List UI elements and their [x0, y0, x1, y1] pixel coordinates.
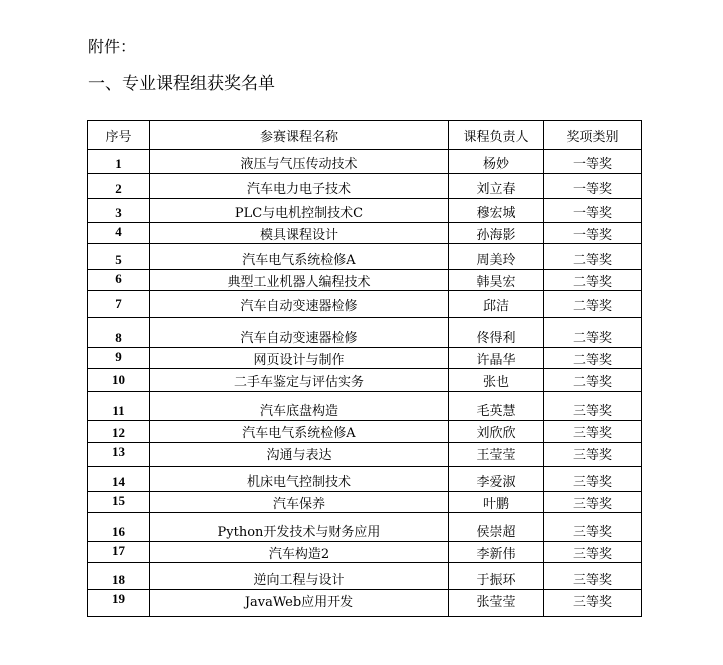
row-index: 8	[88, 318, 150, 348]
row-award-category: 三等奖	[544, 392, 642, 421]
row-index: 11	[88, 392, 150, 421]
row-course-name: 逆向工程与设计	[150, 563, 449, 590]
table-row	[88, 563, 642, 590]
table-row	[88, 270, 642, 291]
row-course-name: JavaWeb应用开发	[150, 590, 449, 617]
row-index: 13	[88, 443, 150, 467]
row-award-category: 一等奖	[544, 223, 642, 244]
header-course-name: 参赛课程名称	[150, 121, 449, 150]
table-row	[88, 244, 642, 270]
row-award-category: 三等奖	[544, 443, 642, 467]
table-row	[88, 492, 642, 513]
table-row	[88, 369, 642, 392]
row-course-lead: 许晶华	[449, 348, 544, 369]
row-award-category: 二等奖	[544, 318, 642, 348]
row-index: 2	[88, 174, 150, 199]
row-course-lead: 佟得利	[449, 318, 544, 348]
row-course-name: 汽车电力电子技术	[150, 174, 449, 199]
row-index: 9	[88, 348, 150, 369]
row-course-lead: 韩昊宏	[449, 270, 544, 291]
award-table	[87, 120, 642, 617]
row-course-name: 汽车自动变速器检修	[150, 318, 449, 348]
row-course-lead: 刘欣欣	[449, 421, 544, 443]
row-award-category: 三等奖	[544, 542, 642, 563]
row-course-name: 汽车构造2	[150, 542, 449, 563]
row-index: 7	[88, 291, 150, 318]
row-award-category: 三等奖	[544, 492, 642, 513]
row-index: 6	[88, 270, 150, 291]
row-course-name: 液压与气压传动技术	[150, 150, 449, 174]
row-course-name: Python开发技术与财务应用	[150, 513, 449, 542]
attachment-label: 附件：	[88, 37, 137, 56]
row-award-category: 三等奖	[544, 590, 642, 617]
row-course-lead: 邱洁	[449, 291, 544, 318]
row-award-category: 三等奖	[544, 513, 642, 542]
row-index: 15	[88, 492, 150, 513]
row-index: 17	[88, 542, 150, 563]
row-course-name: 汽车电气系统检修A	[150, 244, 449, 270]
row-course-name: 二手车鉴定与评估实务	[150, 369, 449, 392]
row-course-name: 机床电气控制技术	[150, 467, 449, 492]
row-course-lead: 杨妙	[449, 150, 544, 174]
row-course-lead: 毛英慧	[449, 392, 544, 421]
row-course-lead: 侯崇超	[449, 513, 544, 542]
row-course-lead: 张莹莹	[449, 590, 544, 617]
table-row	[88, 174, 642, 199]
table-row	[88, 291, 642, 318]
row-award-category: 三等奖	[544, 421, 642, 443]
row-course-lead: 李新伟	[449, 542, 544, 563]
row-course-name: 汽车底盘构造	[150, 392, 449, 421]
row-course-lead: 穆宏城	[449, 199, 544, 223]
row-course-name: 典型工业机器人编程技术	[150, 270, 449, 291]
row-award-category: 二等奖	[544, 348, 642, 369]
row-course-lead: 刘立春	[449, 174, 544, 199]
row-award-category: 二等奖	[544, 244, 642, 270]
table-header-row	[88, 121, 642, 150]
row-course-lead: 张也	[449, 369, 544, 392]
row-course-name: PLC与电机控制技术C	[150, 199, 449, 223]
row-index: 3	[88, 199, 150, 223]
row-award-category: 二等奖	[544, 291, 642, 318]
table-row	[88, 318, 642, 348]
table-row	[88, 348, 642, 369]
row-index: 5	[88, 244, 150, 270]
row-index: 14	[88, 467, 150, 492]
row-course-name: 沟通与表达	[150, 443, 449, 467]
table-row	[88, 223, 642, 244]
table-row	[88, 199, 642, 223]
row-course-name: 汽车电气系统检修A	[150, 421, 449, 443]
section-title: 一、专业课程组获奖名单	[88, 74, 275, 94]
header-award-category: 奖项类别	[544, 121, 642, 150]
table-row	[88, 421, 642, 443]
table-row	[88, 443, 642, 467]
row-award-category: 一等奖	[544, 174, 642, 199]
row-course-lead: 叶鹏	[449, 492, 544, 513]
header-course-lead: 课程负责人	[449, 121, 544, 150]
row-index: 18	[88, 563, 150, 590]
row-index: 1	[88, 150, 150, 174]
table-row	[88, 467, 642, 492]
row-index: 4	[88, 223, 150, 244]
row-course-lead: 周美玲	[449, 244, 544, 270]
row-index: 19	[88, 590, 150, 617]
row-course-name: 模具课程设计	[150, 223, 449, 244]
table-row	[88, 150, 642, 174]
table-row	[88, 590, 642, 617]
row-index: 16	[88, 513, 150, 542]
row-course-lead: 王莹莹	[449, 443, 544, 467]
row-course-name: 汽车保养	[150, 492, 449, 513]
row-index: 10	[88, 369, 150, 392]
row-course-lead: 孙海影	[449, 223, 544, 244]
row-index: 12	[88, 421, 150, 443]
row-award-category: 一等奖	[544, 150, 642, 174]
row-course-lead: 李爱淑	[449, 467, 544, 492]
row-award-category: 三等奖	[544, 563, 642, 590]
table-row	[88, 392, 642, 421]
table-row	[88, 513, 642, 542]
row-course-lead: 于振环	[449, 563, 544, 590]
row-award-category: 二等奖	[544, 369, 642, 392]
row-course-name: 网页设计与制作	[150, 348, 449, 369]
table-row	[88, 542, 642, 563]
header-index: 序号	[88, 121, 150, 150]
row-award-category: 三等奖	[544, 467, 642, 492]
row-course-name: 汽车自动变速器检修	[150, 291, 449, 318]
row-award-category: 一等奖	[544, 199, 642, 223]
row-award-category: 二等奖	[544, 270, 642, 291]
